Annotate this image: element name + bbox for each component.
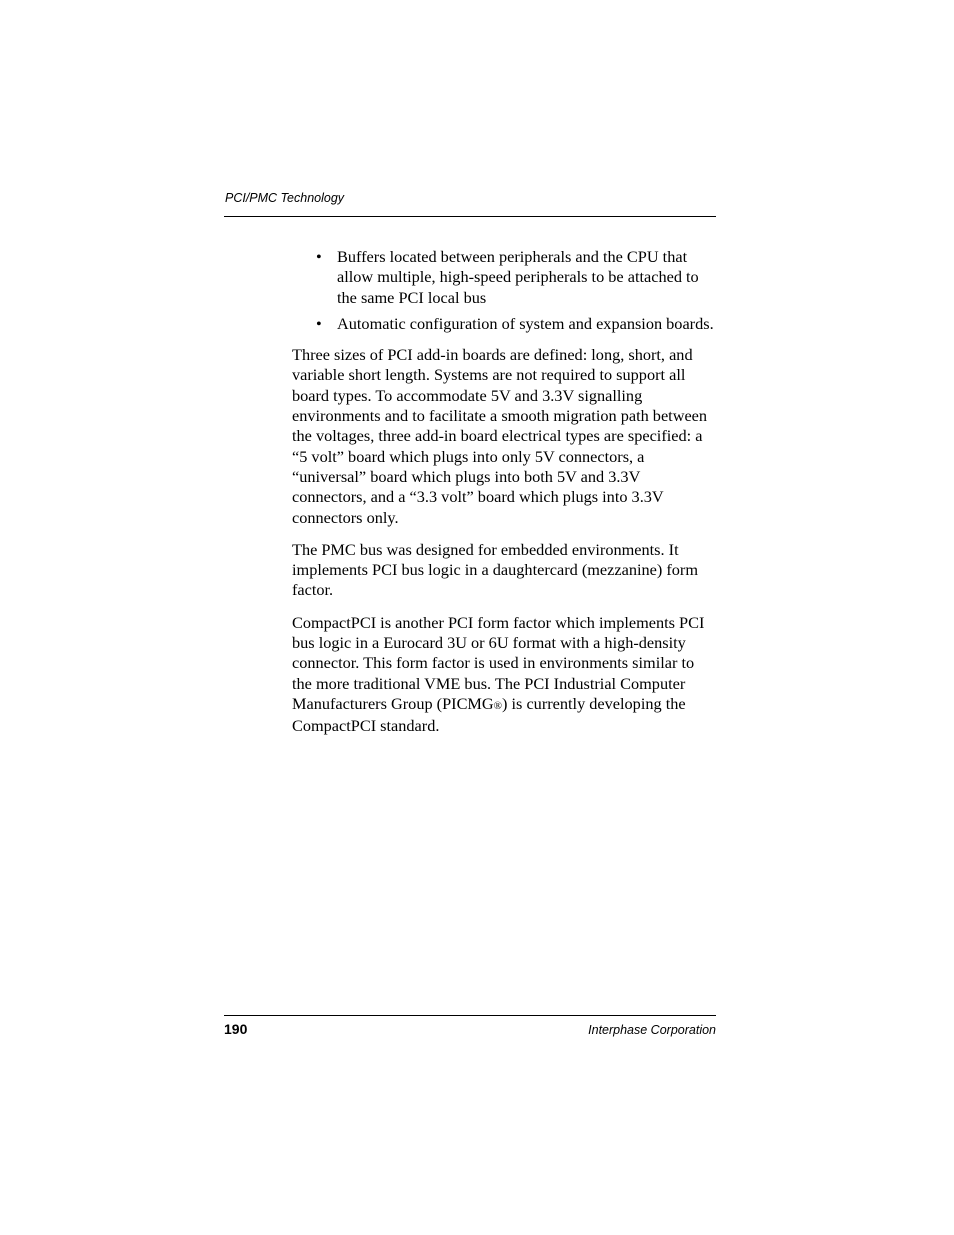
list-item-text: Automatic configuration of system and expansion boards. <box>337 313 714 333</box>
registered-trademark-symbol: ® <box>493 699 503 712</box>
footer-rule <box>224 1015 716 1016</box>
compactpci-text-start: CompactPCI is another PCI form factor which implements PCI bus logic in a Eurocard 3U or 6U format with a high-density connector. This form factor is used in environments similar to the more traditional VME bus. The PCI Industrial Computer Manufacturers Group (PICMG <box>292 612 705 713</box>
list-item-text: Buffers located between peripherals and the CPU that allow multiple, high-speed peripherals to be attached to the same PCI local bus <box>337 247 699 307</box>
feature-bullet-list <box>292 247 716 334</box>
main-text-column <box>292 247 716 749</box>
bullet-icon: • <box>316 313 322 333</box>
list-item <box>292 314 716 334</box>
paragraph-compactpci <box>292 613 716 737</box>
bullet-icon: • <box>316 247 322 266</box>
paragraph-pmc-bus: The PMC bus was designed for embedded environments. It implements PCI bus logic in a daughtercard (mezzanine) form factor. <box>292 539 698 600</box>
header-rule <box>224 216 716 217</box>
running-header-title: PCI/PMC Technology <box>225 191 345 205</box>
list-item <box>292 247 716 308</box>
compactpci-text-end: ) is currently developing the CompactPCI standard. <box>292 693 686 736</box>
page-number: 190 <box>224 1021 248 1037</box>
footer-company-name: Interphase Corporation <box>588 1023 716 1037</box>
paragraph-board-sizes: Three sizes of PCI add-in boards are defined: long, short, and variable short length. Systems are not required to support all board types. To accommodate 5V and 3.3V signalling environments and to facilitate a smooth migration path between the voltages, three add-in board electrical types are specified: a “5 volt” board which plugs into only 5V connectors, a “universal” board which plugs into both 5V and 3.3V connectors, and a “3.3 volt” board which plugs into 3.3V connectors only. <box>292 345 708 527</box>
